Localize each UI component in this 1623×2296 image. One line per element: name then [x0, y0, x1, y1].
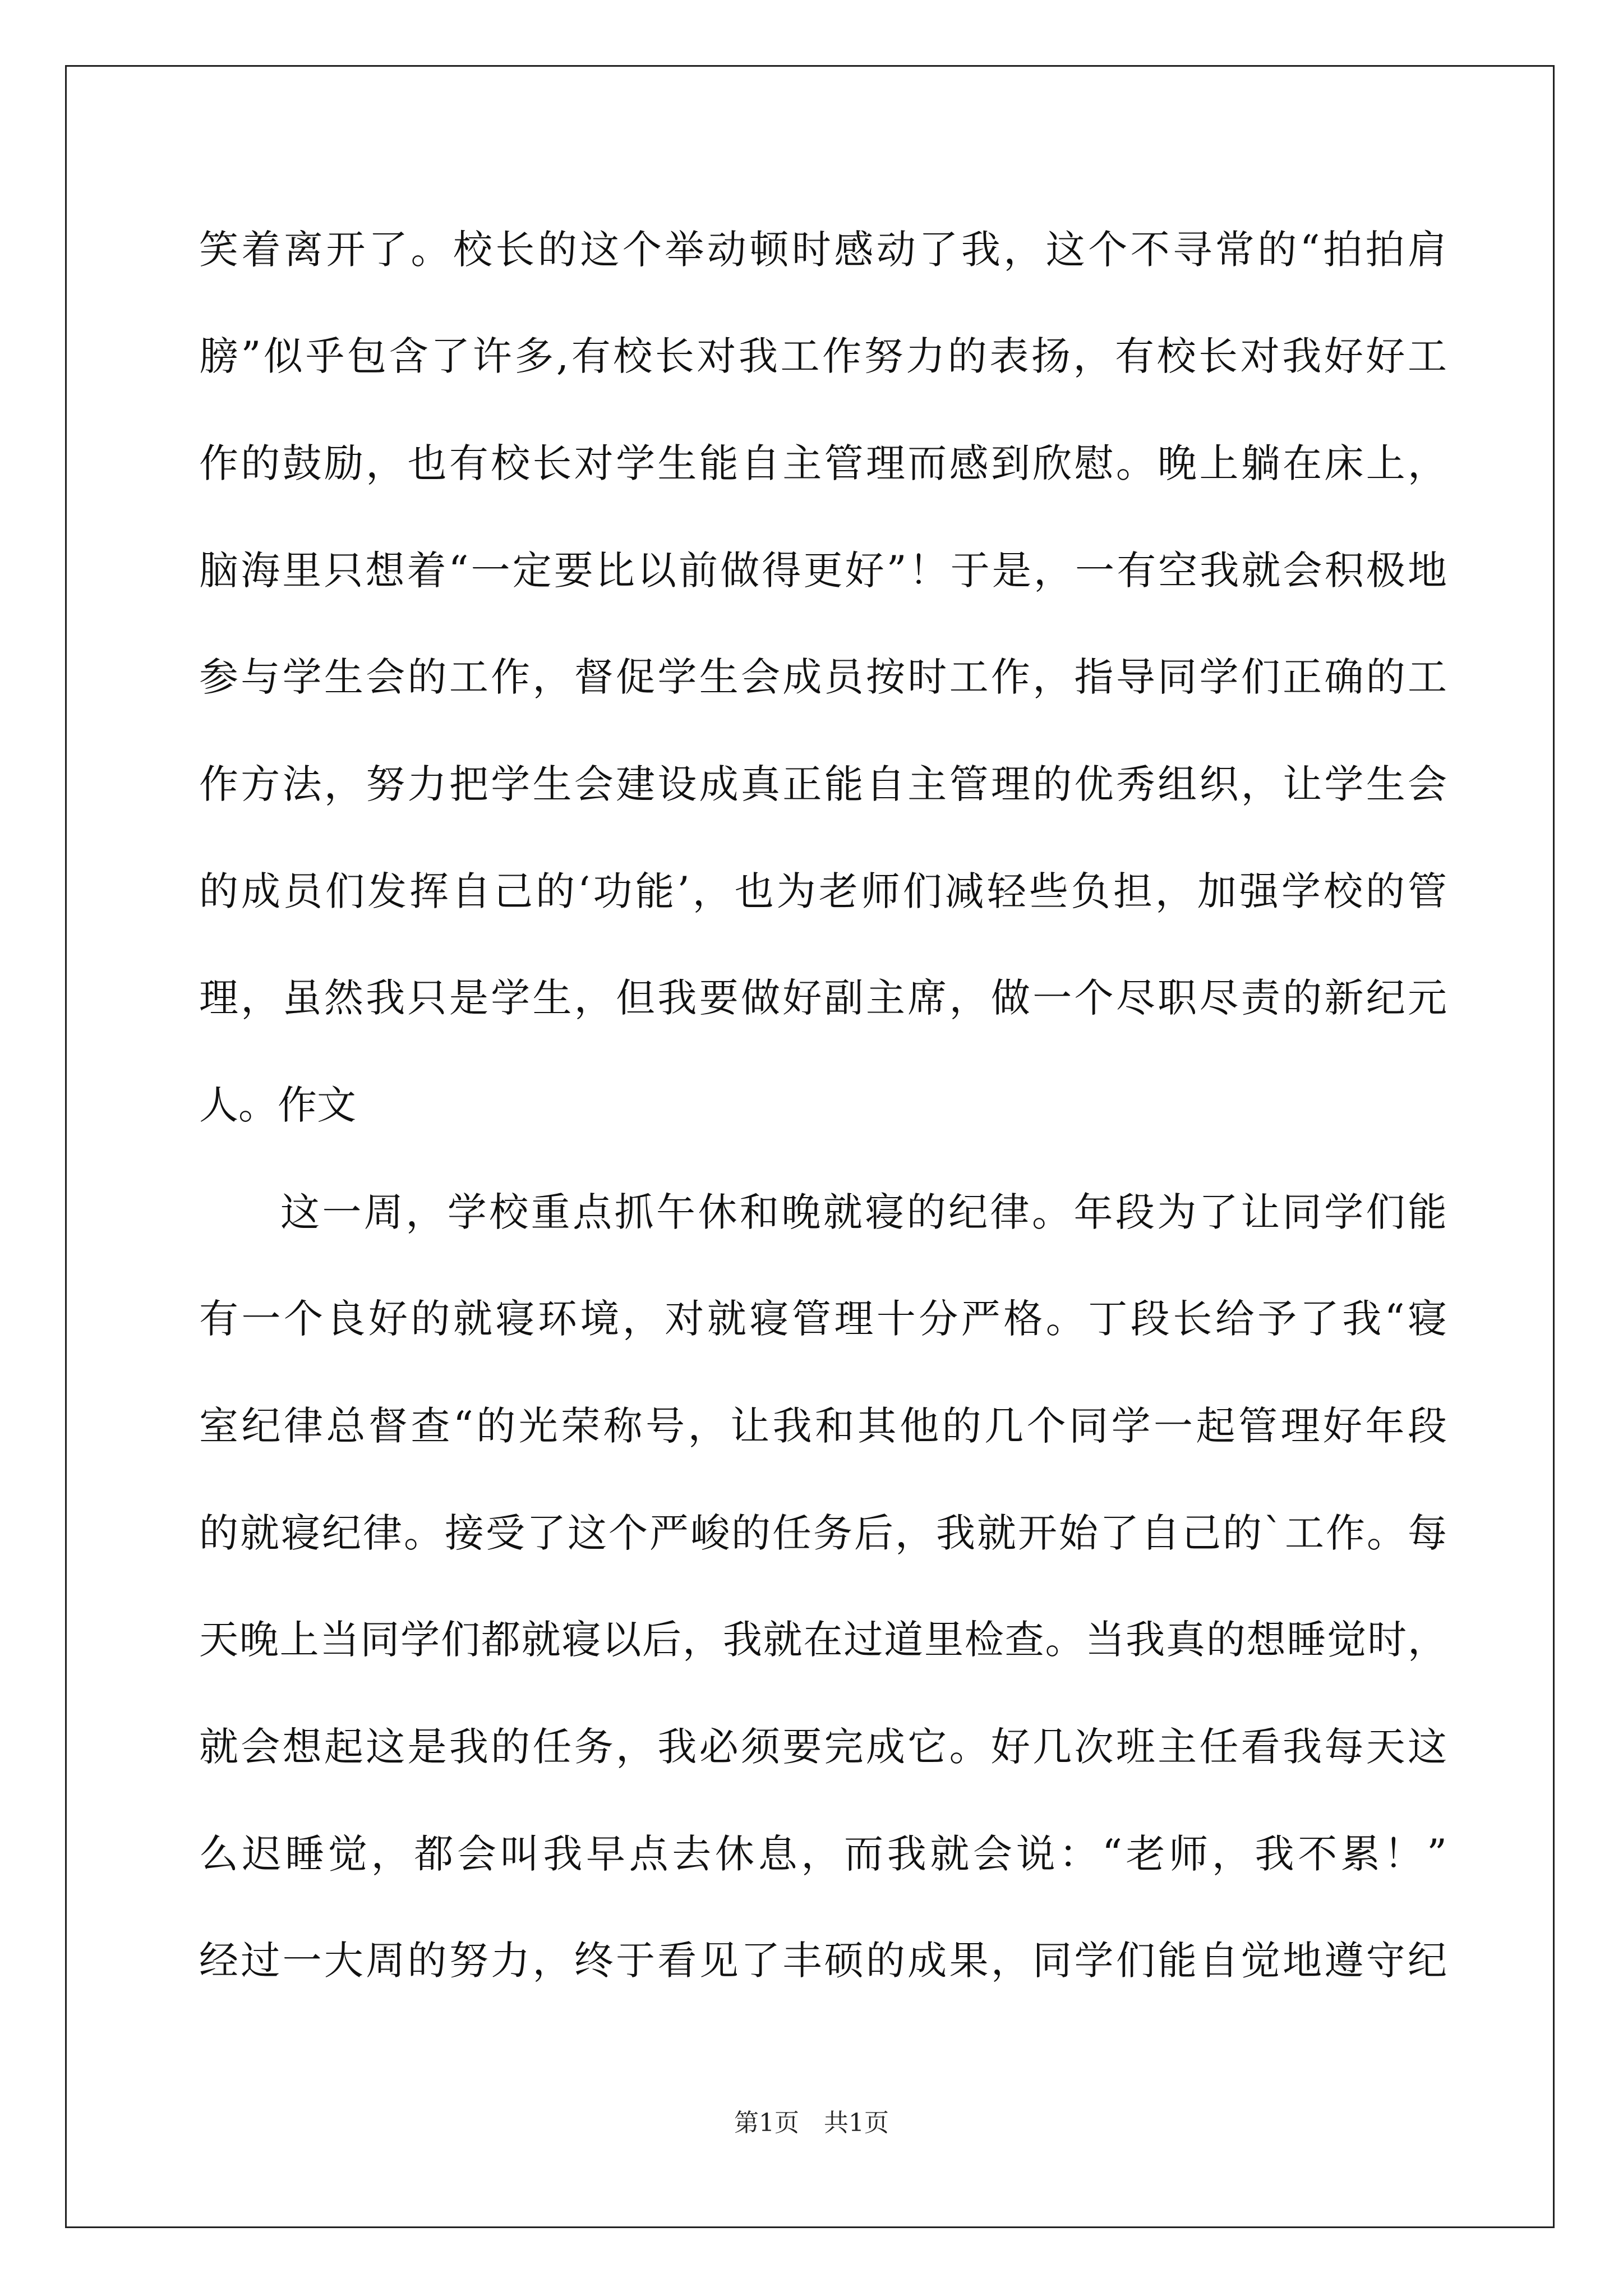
text-line: 经过一大周的努力，终于看见了丰硕的成果，同学们能自觉地遵守纪	[199, 1938, 1447, 1984]
text-line: 人。作文	[199, 1082, 356, 1128]
text-line: 室纪律总督查“的光荣称号，让我和其他的几个同学一起管理好年段	[199, 1403, 1447, 1449]
text-line: 么迟睡觉，都会叫我早点去休息，而我就会说：“老师，我不累！”	[199, 1831, 1447, 1877]
text-line: 天晚上当同学们都就寝以后，我就在过道里检查。当我真的想睡觉时，	[199, 1617, 1447, 1663]
text-line: 脑海里只想着“一定要比以前做得更好”！于是，一有空我就会积极地	[199, 547, 1447, 593]
paragraph-first-line: 这一周，学校重点抓午休和晚就寝的纪律。年段为了让同学们能	[280, 1189, 1447, 1235]
text-line: 就会想起这是我的任务，我必须要完成它。好几次班主任看我每天这	[199, 1724, 1447, 1770]
text-line: 作的鼓励，也有校长对学生能自主管理而感到欣慰。晚上躺在床上，	[199, 440, 1447, 486]
page-number-footer: 第1页 共1页	[734, 2109, 889, 2137]
page-border	[65, 65, 1555, 2228]
text-line: 理，虽然我只是学生，但我要做好副主席，做一个尽职尽责的新纪元	[199, 975, 1447, 1021]
text-line: 有一个良好的就寝环境，对就寝管理十分严格。丁段长给予了我“寝	[199, 1296, 1447, 1342]
text-line: 膀”似乎包含了许多,有校长对我工作努力的表扬，有校长对我好好工	[199, 333, 1447, 379]
text-line: 笑着离开了。校长的这个举动顿时感动了我，这个不寻常的“拍拍肩	[199, 227, 1447, 273]
text-line: 参与学生会的工作，督促学生会成员按时工作，指导同学们正确的工	[199, 654, 1447, 700]
text-line: 作方法，努力把学生会建设成真正能自主管理的优秀组织，让学生会	[199, 761, 1447, 807]
text-line: 的成员们发挥自己的‘功能’，也为老师们减轻些负担，加强学校的管	[199, 868, 1447, 914]
text-line: 的就寝纪律。接受了这个严峻的任务后，我就开始了自己的`工作。每	[199, 1510, 1447, 1556]
